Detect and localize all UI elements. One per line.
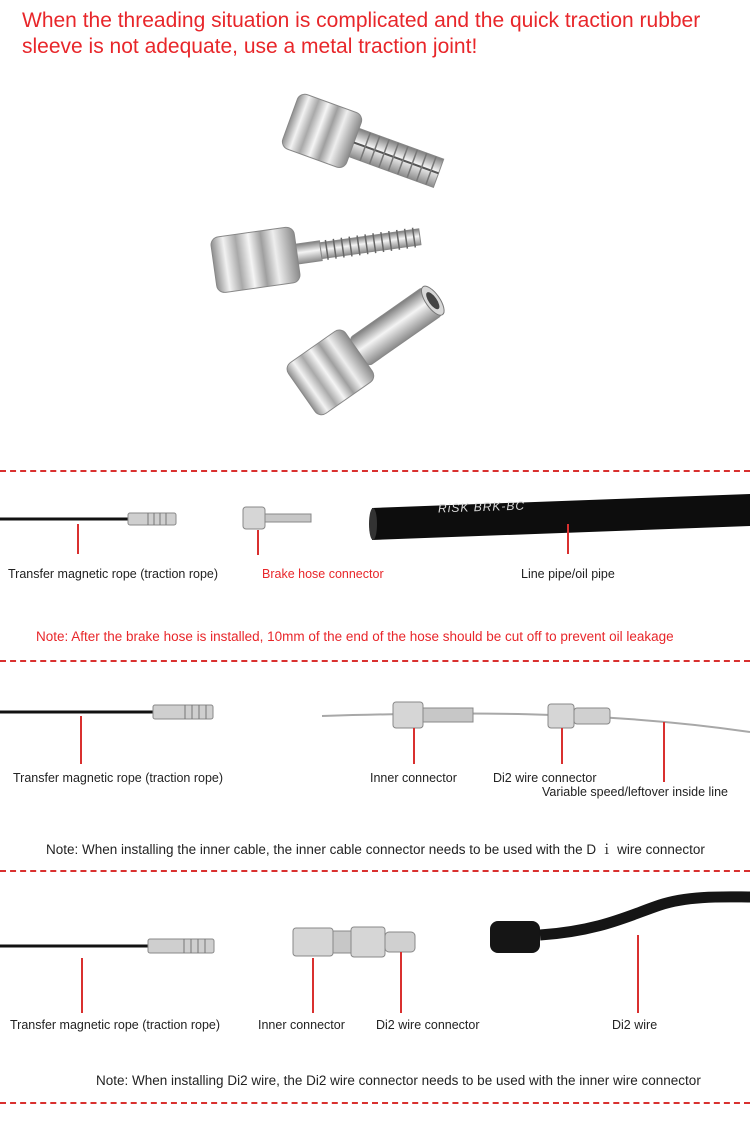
inner-connector-body [393,702,423,728]
di2-connector-tube [574,708,610,724]
section-divider [0,660,750,662]
hero-connector-socket [284,271,456,418]
pointer-line [312,958,314,1013]
note-di2-wire: Note: When installing Di2 wire, the Di2 wire connector needs to be used with the inner wire connector [96,1073,701,1088]
section1-components [0,488,750,548]
label-line-pipe: Line pipe/oil pipe [521,567,615,581]
label-traction-rope: Transfer magnetic rope (traction rope) [10,1018,221,1032]
section-divider [0,870,750,872]
pointer-line [637,935,639,1013]
di2-wire [540,897,750,935]
hero-connector-threaded [210,209,424,293]
pointer-line [561,728,563,764]
label-inner-connector: Inner connector [370,771,457,785]
section2-components [0,690,750,740]
inner-connector-body [293,928,333,956]
label-di2-wire: Di2 wire [612,1018,658,1032]
inner-connector-thread [423,708,473,722]
section-divider [0,1102,750,1104]
di2-connector-body [548,704,574,728]
section-divider [0,470,750,472]
di2-connector-body [351,927,385,957]
label-inside-line: Variable speed/leftover inside line [542,785,728,799]
inner-connector-thread [333,931,351,953]
pointer-line [81,958,83,1013]
brake-hose-connector-thread [265,514,311,522]
pointer-line [257,530,259,555]
hose-print: RiSK BRK-BC [437,498,526,516]
di2-connector-tube [385,932,415,952]
di2-plug [490,921,540,953]
label-di2-connector: Di2 wire connector [493,771,597,785]
traction-rope-tip [148,939,214,953]
label-di2-connector: Di2 wire connector [376,1018,480,1032]
label-traction-rope: Transfer magnetic rope (traction rope) [8,567,219,581]
note-inner-cable: Note: When installing the inner cable, the inner cable connector needs to be used with the D ｉ wire connector [46,842,705,857]
pointer-line [413,728,415,764]
inner-cable [322,713,750,732]
brake-hose-connector-body [243,507,265,529]
headline: When the threading situation is complicated and the quick traction rubber sleeve is not adequate, use a metal traction joint! [22,9,701,58]
pointer-line [567,524,569,554]
label-inner-connector: Inner connector [258,1018,345,1032]
pointer-line [400,952,402,1013]
label-traction-rope: Transfer magnetic rope (traction rope) [13,771,224,785]
pointer-line [77,524,79,554]
traction-rope-tip [153,705,213,719]
brake-hose [372,494,750,540]
label-brake-hose-connector: Brake hose connector [262,567,384,581]
pointer-line [663,722,665,782]
note-brake-hose: Note: After the brake hose is installed, 10mm of the end of the hose should be cut off to prevent oil leakage [36,629,674,644]
hero-connector-split-screw [280,92,448,201]
hero-connectors-photo [0,0,750,460]
traction-rope-tip [128,513,176,525]
pointer-line [80,716,82,764]
